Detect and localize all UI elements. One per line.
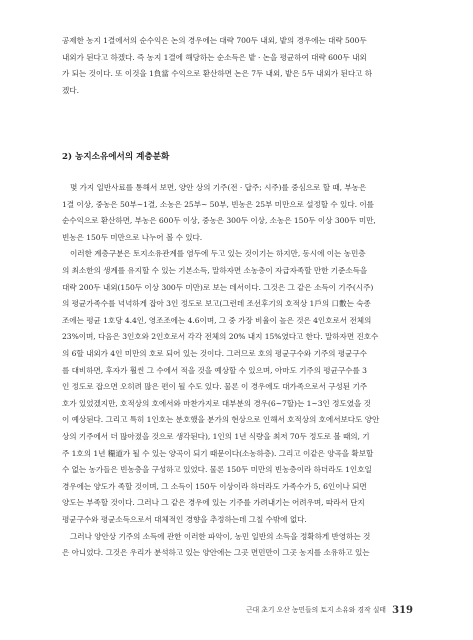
text-line: 의 평균가족수를 넉넉하게 잡아 3인 정도로 보고(그런데 조선후기의 호적상 1戶의 口數는 숙종 — [62, 299, 371, 309]
text-line: 양도는 부족할 것이다. 그러나 그 같은 경우에 있는 기주를 가려내기는 어려우며, 따라서 단지 — [62, 498, 365, 508]
text-line: 대략 200두 내외(150두 이상 300두 미만)로 보는 데서이다. 그것은 그 같은 소득이 기주(시주) — [62, 282, 374, 292]
text-line: 그러나 양안상 기주의 소득에 관한 이러한 파악이, 농민 일반의 소득을 정확하게 반영하는 것 — [70, 531, 371, 541]
section-heading: 2) 농지소유에서의 계층분화 — [62, 152, 170, 162]
text-line: 를 대비하면, 후자가 훨씬 그 수에서 적을 것을 예상할 수 있으며, 아마도 기주의 평균구수를 3 — [62, 365, 367, 375]
page-number: 319 — [392, 605, 413, 616]
text-line: 호가 있었겠지만, 호적상의 호에서와 마찬가지로 대부분의 경우(6~7할)는 1~3인 정도였을 것 — [62, 398, 371, 408]
text-line: 인 정도로 잡으면 오히려 많은 편이 될 수도 있다. 물론 이 경우에도 대가족으로서 구성된 기주 — [62, 382, 368, 392]
text-line: 수 없는 농가들은 빈농층을 구성하고 있었다. 물론 150두 미만의 빈농층이라 하더라도 1인호일 — [62, 465, 372, 475]
text-line: 의 6할 내외가 4인 미만의 호로 되어 있는 것이다. 그러므로 호의 평균구수와 기주의 평균구수 — [62, 348, 367, 358]
text-line: 겠다. — [62, 85, 79, 95]
text-line: 의 최소한의 생계를 유지할 수 있는 기본소득, 말하자면 소농층이 자급자족할 만한 기준소득을 — [62, 265, 368, 275]
text-line: 조에는 평균 1호당 4.4인, 영조조에는 4.6이며, 그 중 가장 비율이 높은 것은 4인호로서 전체의 — [62, 315, 372, 325]
text-line: 공제한 농지 1결에서의 순수익은 논의 경우에는 대략 700두 내외, 밭의 경우에는 대략 500두 — [62, 36, 367, 45]
paragraph-1 — [62, 33, 413, 99]
text-line: 가 되는 것이다. 또 이것을 1負當 수익으로 환산하면 논은 7두 내외, 밭은 5두 내외가 된다고 하 — [62, 69, 373, 79]
text-line: 1결 이상, 중농은 50부~1결, 소농은 25부~ 50부, 빈농은 25부 미만으로 설정할 수 있다. 이를 — [62, 199, 374, 209]
text-line: 평균구수와 평균소득으로서 대체적인 경향을 추정하는데 그칠 수밖에 없다. — [62, 514, 307, 524]
paragraph-4 — [62, 529, 413, 562]
text-line: 23%이며, 다음은 3인호와 2인호로서 각각 전체의 20% 내지 15%였다고 한다. 말하자면 진호수 — [62, 332, 379, 342]
page-footer — [246, 604, 413, 616]
text-line: 이러한 계층구분은 토지소유관계를 염두에 두고 있는 것이기는 하지만, 동시에 이는 농민층 — [70, 249, 366, 259]
text-line: 이 예상된다. 그리고 특히 1인호는 분호했을 분가의 현상으로 인해서 호적상의 호에서보다도 양안 — [62, 415, 380, 425]
running-title: 근대 초기 오산 농민들의 토지 소유와 경작 실태 — [246, 606, 386, 614]
text-line: 경우에는 양도가 족할 것이며, 그 소득이 150두 이상이라 하더라도 가족수가 5, 6인이나 되면 — [62, 481, 367, 491]
text-line: 순수익으로 환산하면, 부농은 600두 이상, 중농은 300두 이상, 소농은 150두 이상 300두 미만, — [62, 216, 376, 226]
text-line: 상의 기주에서 더 많아졌을 것으로 생각된다), 1인의 1년 식량을 최저 70두 정도로 볼 때의, 기 — [62, 431, 370, 441]
text-line: 빈농은 150두 미만으로 나누어 볼 수 있다. — [62, 232, 203, 242]
text-line: 몇 가지 일반사료를 통해서 보면, 양안 상의 기주(전 · 답주; 시주)를 중심으로 할 때, 부농은 — [70, 183, 367, 192]
paragraph-3 — [62, 246, 413, 528]
text-line: 은 아니었다. 그것은 우리가 분석하고 있는 양안에는 그곳 면민만이 그곳 농지를 소유하고 있는 — [62, 548, 370, 558]
text-line: 주 1호의 1년 糧道가 될 수 있는 양곡이 되기 때문이다(소농하층). 그리고 이같은 양곡을 확보할 — [62, 448, 374, 458]
paragraph-2 — [62, 180, 413, 246]
text-line: 내외가 된다고 하겠다. 즉 농지 1결에 해당하는 순소득은 밭 · 논을 평균하여 대략 600두 내외 — [62, 52, 367, 62]
